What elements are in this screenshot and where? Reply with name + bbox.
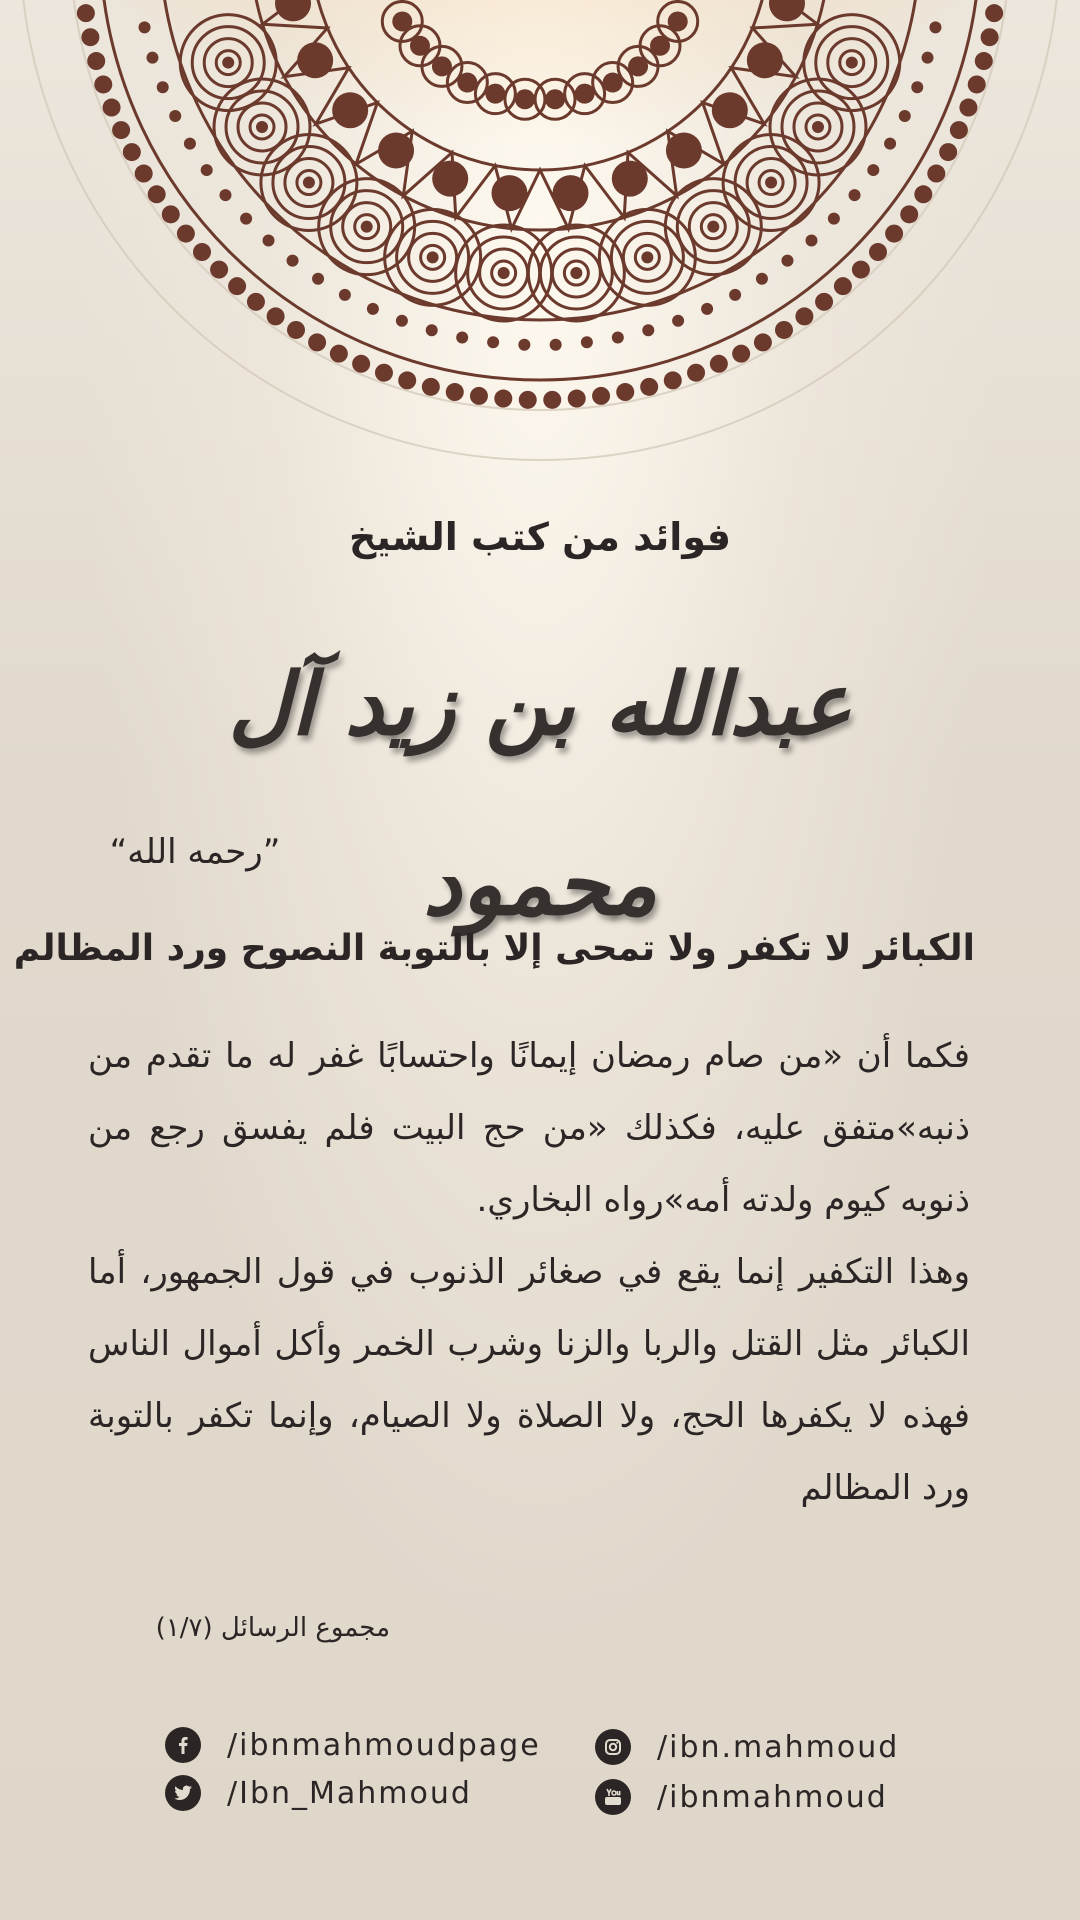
facebook-icon — [165, 1727, 201, 1763]
facebook-handle: /ibnmahmoudpage — [227, 1727, 541, 1763]
mandala-ornament — [0, 0, 1080, 520]
subtitle: فوائد من كتب الشيخ — [348, 515, 732, 559]
paragraph-2: وهذا التكفير إنما يقع في صغائر الذنوب في قول الجمهور، أما الكبائر مثل القتل والربا والزنا وشرب الخمر وأكل أموال الناس فهذه لا يكفرها الحج، ولا الصلاة ولا الصيام، وإنما تكفر بالتوبة ورد المظالم — [88, 1252, 970, 1508]
article-headline: الكبائر لا تكفر ولا تمحى إلا بالتوبة النصوح ورد المظالم — [13, 928, 975, 969]
article-body — [88, 1020, 970, 1524]
instagram-handle: /ibn.mahmoud — [657, 1729, 900, 1765]
social-instagram[interactable] — [595, 1729, 899, 1765]
paragraph-1: فكما أن «من صام رمضان إيمانًا واحتسابًا غفر له ما تقدم من ذنبه»متفق عليه، فكذلك «من حج البيت فلم يفسق رجع من ذنوبه كيوم ولدته أمه»رواه البخاري. — [88, 1036, 970, 1220]
twitter-icon — [165, 1775, 201, 1811]
sheikh-name-calligraphy: عبدالله بن زيد آل محمود — [228, 654, 852, 935]
source-citation: مجموع الرسائل (١/٧) — [155, 1613, 390, 1643]
social-youtube[interactable] — [595, 1779, 888, 1815]
twitter-handle: /Ibn_Mahmoud — [227, 1775, 472, 1811]
instagram-icon — [595, 1729, 631, 1765]
social-facebook[interactable] — [165, 1727, 541, 1763]
honorific: ”رحمه الله“ — [109, 832, 281, 872]
youtube-icon — [595, 1779, 631, 1815]
youtube-handle: /ibnmahmoud — [657, 1779, 888, 1815]
social-twitter[interactable] — [165, 1775, 472, 1811]
